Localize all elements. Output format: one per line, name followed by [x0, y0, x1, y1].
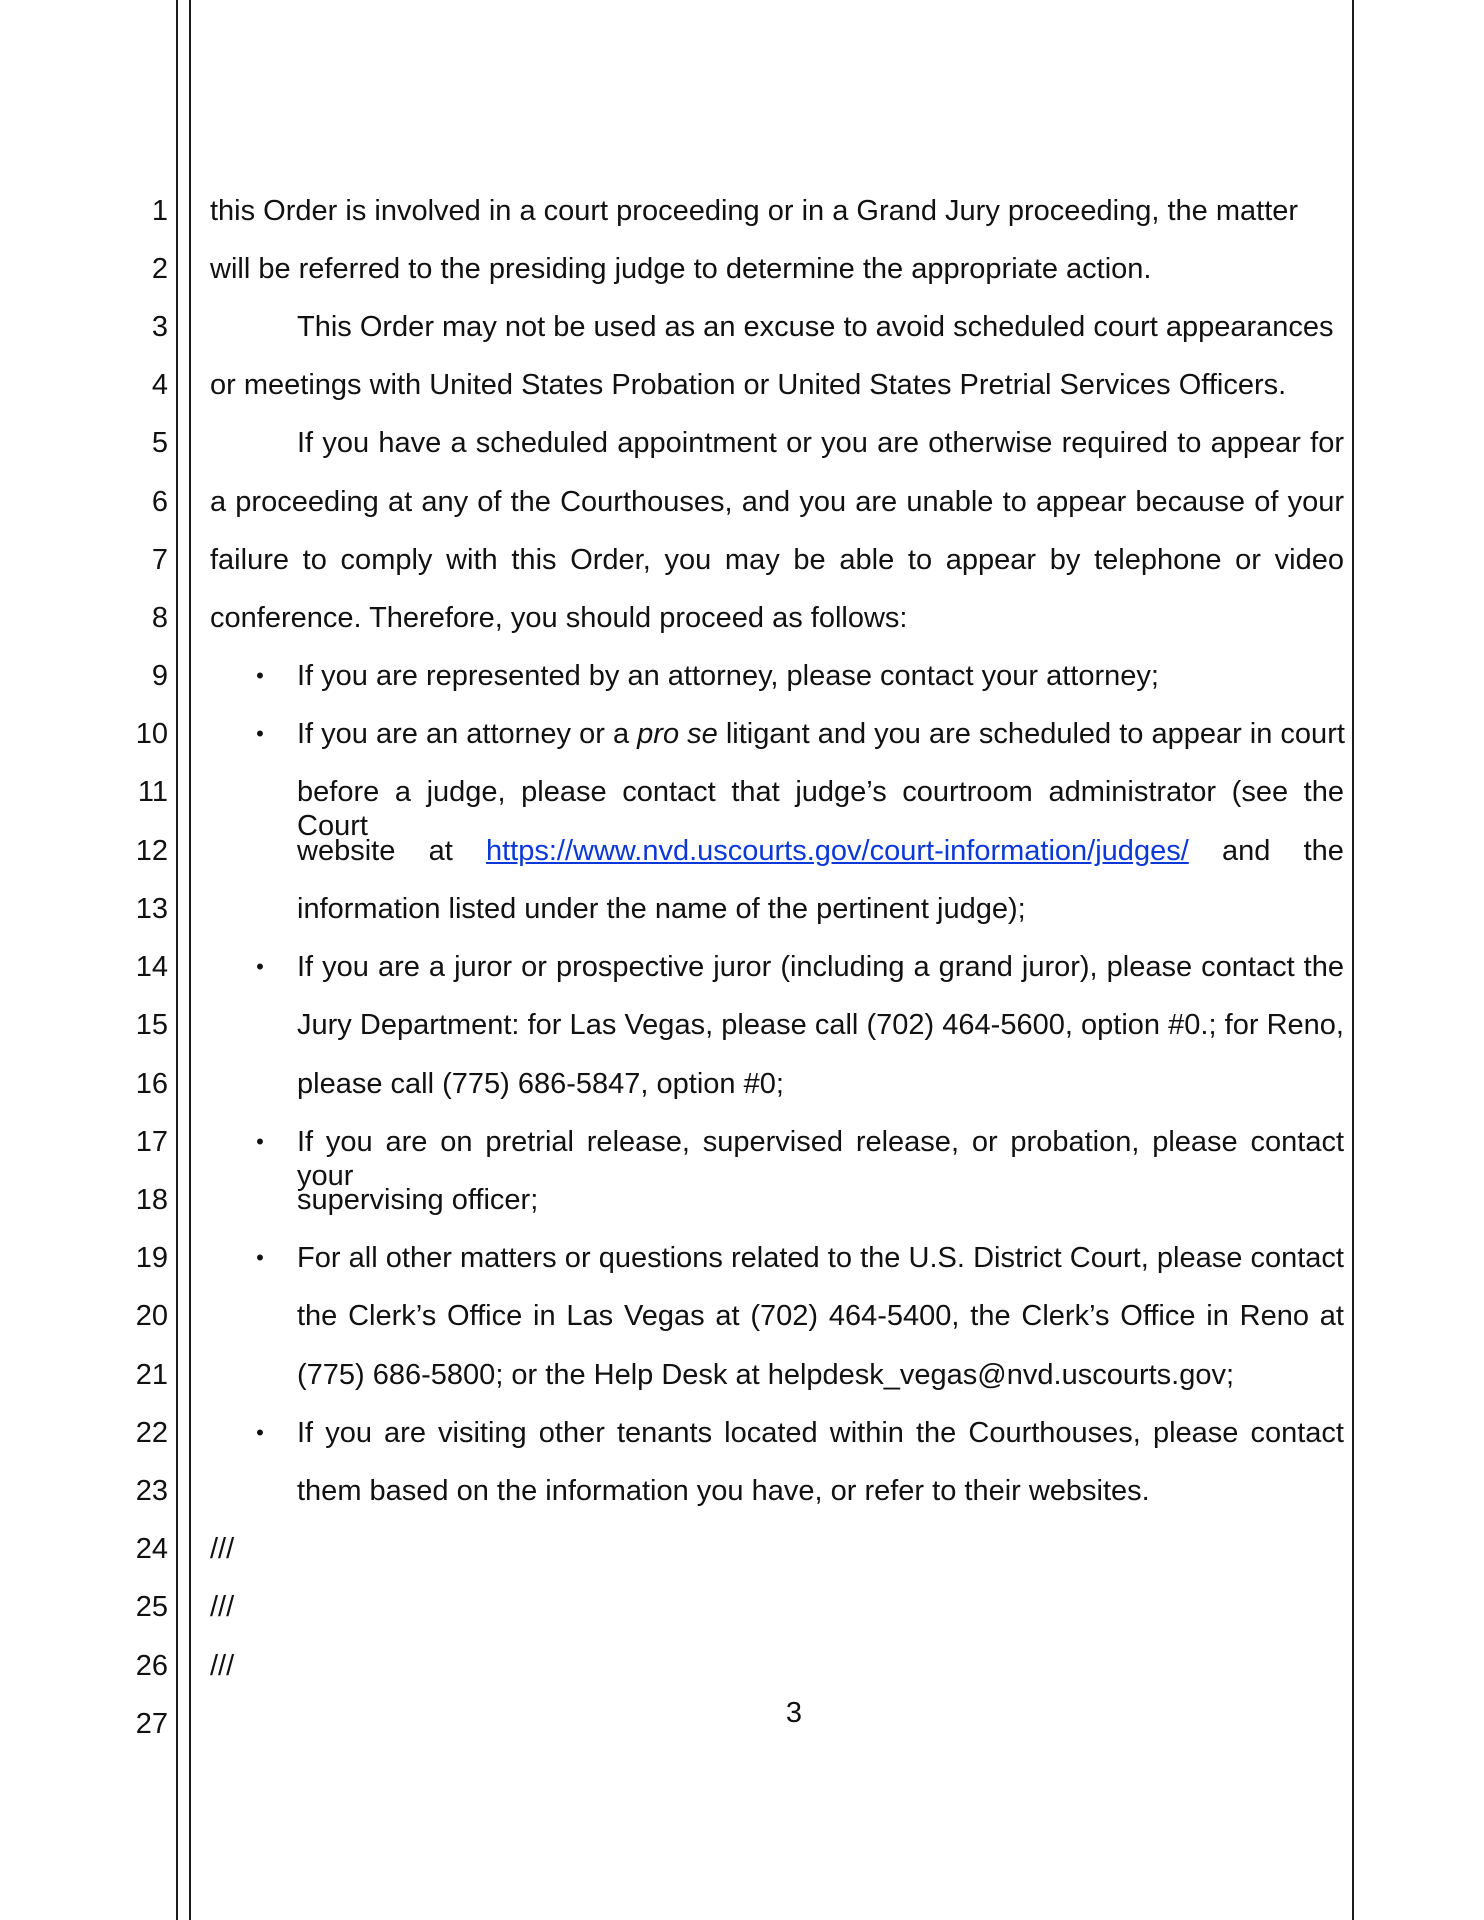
line-number: 11 — [137, 776, 168, 808]
line-number: 24 — [135, 1533, 168, 1565]
line-number: 2 — [151, 253, 168, 285]
body-text-line: failure to comply with this Order, you may be able to appear by telephone or video — [210, 544, 1344, 576]
bullet-text-line: Jury Department: for Las Vegas, please call (702) 464-5600, option #0.; for Reno, — [297, 1009, 1344, 1041]
body-text-line: a proceeding at any of the Courthouses, and you are unable to appear because of your — [210, 486, 1344, 518]
line-number: 19 — [135, 1242, 168, 1274]
body-text-line: If you have a scheduled appointment or you are otherwise required to appear for — [297, 427, 1344, 459]
line-number: 16 — [135, 1068, 168, 1100]
line-number: 17 — [135, 1126, 168, 1158]
bullet-text-segment: and — [1222, 835, 1271, 867]
bullet-text-line: information listed under the name of the pertinent judge); — [297, 893, 1026, 925]
section-separator: /// — [210, 1591, 235, 1623]
bullet-text-line: If you are represented by an attorney, please contact your attorney; — [297, 660, 1159, 692]
margin-rule-left-inner — [189, 0, 191, 1920]
line-number: 26 — [135, 1650, 168, 1682]
body-text-line: this Order is involved in a court proceeding or in a Grand Jury proceeding, the matter — [210, 195, 1299, 227]
bullet-text-line: If you are on pretrial release, supervised release, or probation, please contact your — [297, 1126, 1344, 1192]
line-number: 3 — [151, 311, 168, 343]
line-number: 8 — [151, 602, 168, 634]
bullet-text-line: please call (775) 686-5847, option #0; — [297, 1068, 784, 1100]
line-number: 14 — [135, 951, 168, 983]
margin-rule-left-outer — [176, 0, 178, 1920]
line-number: 13 — [135, 893, 168, 925]
line-number: 6 — [151, 486, 168, 518]
bullet-text-line: the Clerk’s Office in Las Vegas at (702) 464-5400, the Clerk’s Office in Reno at — [297, 1300, 1344, 1332]
line-number: 9 — [151, 660, 168, 692]
line-number: 7 — [151, 544, 168, 576]
bullet-text-line: If you are a juror or prospective juror (including a grand juror), please contact the — [297, 951, 1344, 983]
line-number: 27 — [135, 1708, 168, 1740]
bullet-text-line: For all other matters or questions related to the U.S. District Court, please contact — [297, 1242, 1344, 1274]
pro-se-italic: pro se — [637, 718, 718, 750]
margin-rule-right — [1352, 0, 1354, 1920]
bullet-icon: • — [256, 1129, 264, 1154]
bullet-text-line: before a judge, please contact that judge’s courtroom administrator (see the Court — [297, 776, 1344, 842]
line-number: 23 — [135, 1475, 168, 1507]
bullet-text-segment: litigant and you are scheduled to appear in court — [717, 718, 1345, 750]
bullet-text-line: them based on the information you have, or refer to their websites. — [297, 1475, 1150, 1507]
line-number: 21 — [135, 1359, 168, 1391]
bullet-text-segment: If you are an attorney or a — [297, 718, 638, 750]
bullet-text-segment: the — [1303, 835, 1344, 867]
line-number: 22 — [135, 1417, 168, 1449]
bullet-text-line: supervising officer; — [297, 1184, 539, 1216]
body-text-line: This Order may not be used as an excuse to avoid scheduled court appearances — [297, 311, 1334, 343]
line-number: 25 — [135, 1591, 168, 1623]
bullet-icon: • — [256, 1245, 264, 1270]
section-separator: /// — [210, 1533, 235, 1565]
body-text-line: will be referred to the presiding judge to determine the appropriate action. — [210, 253, 1152, 285]
bullet-text-segment: website — [297, 835, 396, 867]
body-text-line: conference. Therefore, you should proceed as follows: — [210, 602, 908, 634]
bullet-text-line: (775) 686-5800; or the Help Desk at helpdesk_vegas@nvd.uscourts.gov; — [297, 1359, 1235, 1391]
line-number: 1 — [151, 195, 168, 227]
line-number: 12 — [135, 835, 168, 867]
bullet-text-line: If you are visiting other tenants located within the Courthouses, please contact — [297, 1417, 1344, 1449]
bullet-text-line — [297, 717, 1345, 751]
line-number: 18 — [135, 1184, 168, 1216]
section-separator: /// — [210, 1650, 235, 1682]
bullet-icon: • — [256, 954, 264, 979]
bullet-icon: • — [256, 721, 264, 746]
line-number: 15 — [135, 1009, 168, 1041]
body-text-line: or meetings with United States Probation or United States Pretrial Services Officers. — [210, 369, 1287, 401]
bullet-icon: • — [256, 663, 264, 688]
bullet-icon: • — [256, 1420, 264, 1445]
bullet-text-segment: at — [428, 835, 453, 867]
line-number: 5 — [151, 427, 168, 459]
judges-website-link[interactable]: https://www.nvd.uscourts.gov/court-information/judges/ — [485, 835, 1189, 867]
line-number: 4 — [151, 369, 168, 401]
page-number: 3 — [785, 1697, 803, 1729]
line-number: 20 — [135, 1300, 168, 1332]
line-number: 10 — [135, 718, 168, 750]
bullet-text-line — [297, 834, 1344, 868]
